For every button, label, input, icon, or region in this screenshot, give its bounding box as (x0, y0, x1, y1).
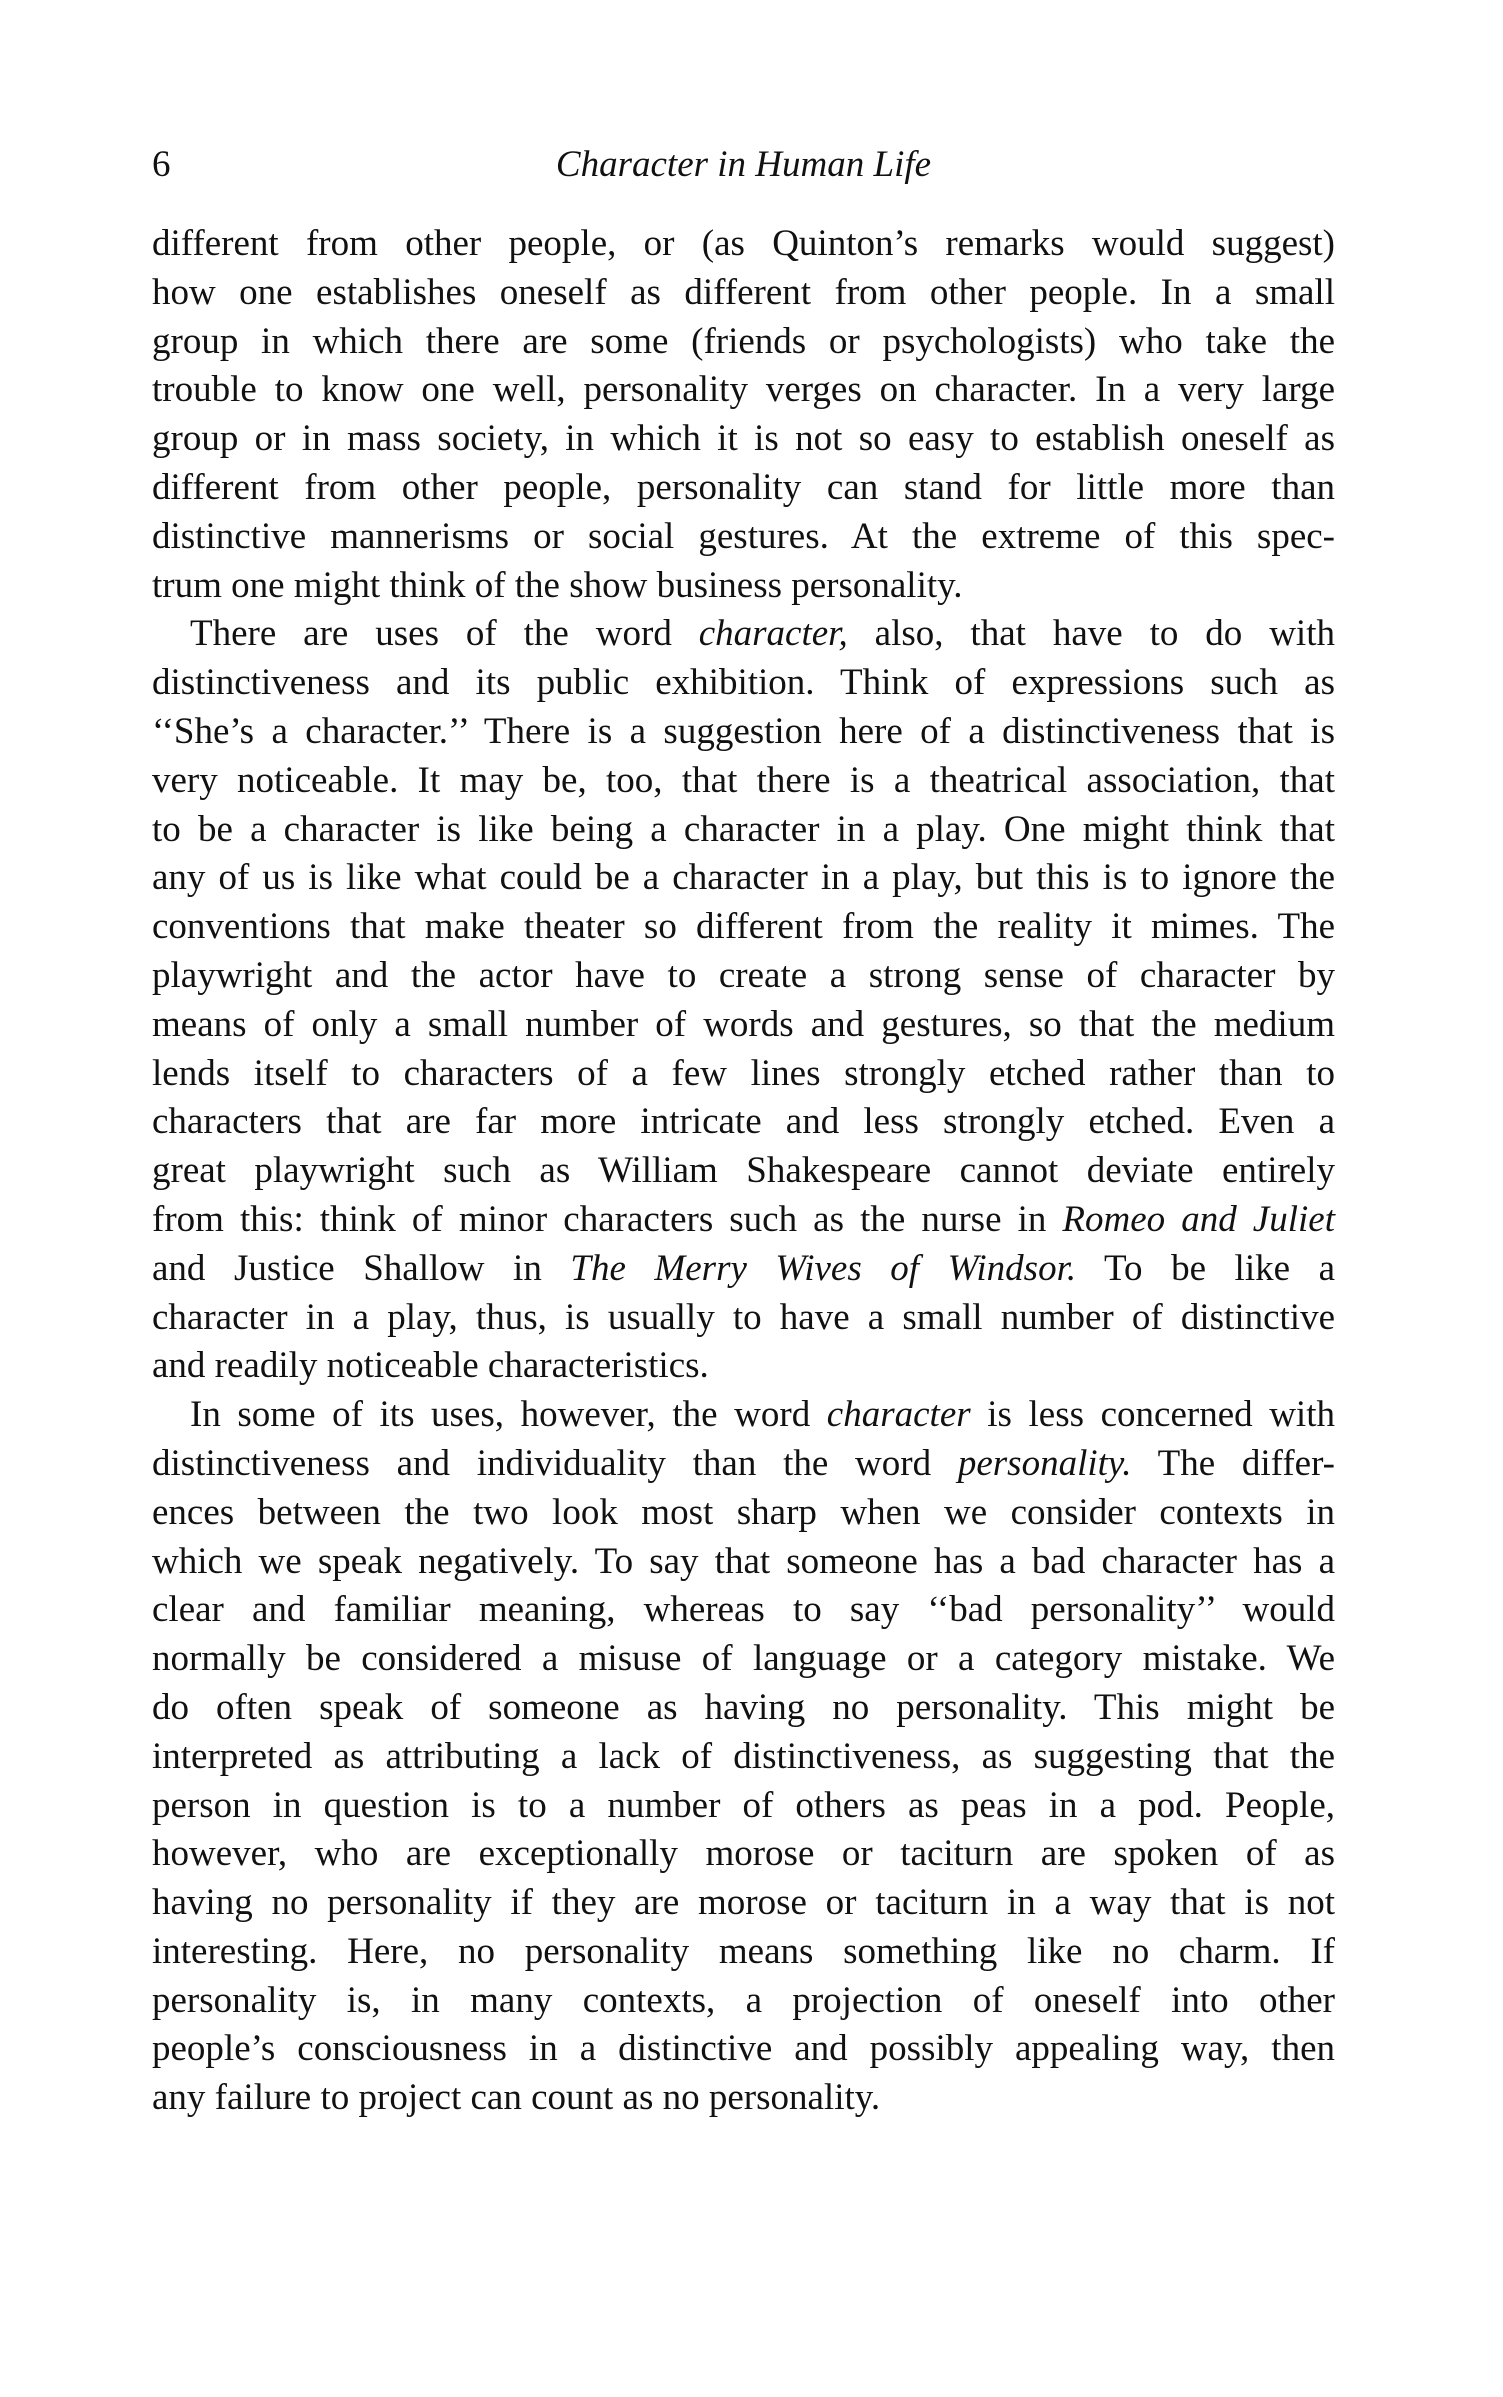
running-head (152, 140, 1335, 190)
text-line: any failure to project can count as no personality. (152, 2077, 881, 2119)
text-run: The differ- (1131, 1442, 1335, 1484)
text-line: conventions that make theater so different from the reality it mimes. The (152, 906, 1335, 948)
text-line (152, 610, 1335, 659)
text-line: clear and familiar meaning, whereas to say ‘‘bad personality’’ would (152, 1589, 1335, 1631)
text-line: different from other people, or (as Quinton’s remarks would suggest) (152, 223, 1335, 264)
text-run: To be like a (1076, 1247, 1335, 1289)
text-line: having no personality if they are morose or taciturn in a way that is not (152, 1882, 1335, 1924)
italic-title: Romeo and Juliet (1062, 1198, 1335, 1240)
italic-term: character (826, 1394, 971, 1436)
text-line: distinctive mannerisms or social gestures. At the extreme of this spec- (152, 515, 1335, 557)
text-line: which we speak negatively. To say that someone has a bad character has a (152, 1540, 1335, 1582)
text-line: ences between the two look most sharp when we consider contexts in (152, 1491, 1335, 1533)
text-line: group or in mass society, in which it is not so easy to establish oneself as (152, 418, 1335, 460)
text-run: from this: think of minor characters such as the nurse in (152, 1198, 1063, 1240)
text-line (152, 1196, 1335, 1245)
page-number: 6 (152, 144, 171, 185)
text-run: also, that have to do with (847, 613, 1335, 655)
text-run: and Justice Shallow in (152, 1247, 571, 1289)
text-line: character in a play, thus, is usually to have a small number of distinctive (152, 1296, 1335, 1338)
italic-title: The Merry Wives of Windsor. (570, 1247, 1077, 1289)
text-line: interpreted as attributing a lack of distinctiveness, as suggesting that the (152, 1735, 1335, 1777)
text-line: however, who are exceptionally morose or taciturn are spoken of as (152, 1833, 1335, 1875)
text-line: personality is, in many contexts, a projection of oneself into other (152, 1979, 1335, 2021)
text-line: playwright and the actor have to create a strong sense of character by (152, 954, 1335, 996)
text-line: lends itself to characters of a few lines strongly etched rather than to (152, 1052, 1335, 1094)
text-line: and readily noticeable characteristics. (152, 1345, 709, 1387)
text-line: any of us is like what could be a character in a play, but this is to ignore the (152, 857, 1335, 899)
text-run: is less concerned with (970, 1394, 1335, 1436)
text-line: people’s consciousness in a distinctive and possibly appealing way, then (152, 2028, 1335, 2070)
text-line: trum one might think of the show business personality. (152, 564, 963, 606)
text-line: very noticeable. It may be, too, that there is a theatrical association, that (152, 759, 1335, 801)
text-line: ‘‘She’s a character.’’ There is a suggestion here of a distinctiveness that is (152, 710, 1335, 752)
text-line (152, 1391, 1335, 1440)
body-text (152, 220, 1335, 2123)
text-line: normally be considered a misuse of language or a category mistake. We (152, 1638, 1335, 1680)
text-run: In some of its uses, however, the word (190, 1394, 827, 1436)
text-line: interesting. Here, no personality means something like no charm. If (152, 1930, 1335, 1972)
text-run: distinctiveness and individuality than the word (152, 1442, 958, 1484)
text-line: great playwright such as William Shakespeare cannot deviate entirely (152, 1150, 1335, 1192)
text-line: characters that are far more intricate and less strongly etched. Even a (152, 1101, 1335, 1143)
text-line: trouble to know one well, personality verges on character. In a very large (152, 369, 1335, 411)
text-line: do often speak of someone as having no personality. This might be (152, 1686, 1335, 1728)
italic-term: character, (698, 613, 848, 655)
text-line: different from other people, personality can stand for little more than (152, 466, 1335, 508)
text-line (152, 1440, 1335, 1489)
text-line: to be a character is like being a character in a play. One might think that (152, 808, 1335, 850)
running-title: Character in Human Life (555, 144, 932, 185)
text-run: There are uses of the word (190, 613, 699, 655)
text-line: distinctiveness and its public exhibition. Think of expressions such as (152, 662, 1335, 704)
text-line (152, 1245, 1335, 1294)
text-line: group in which there are some (friends or psychologists) who take the (152, 320, 1335, 362)
italic-term: personality. (957, 1442, 1132, 1484)
text-line: how one establishes oneself as different from other people. In a small (152, 271, 1335, 313)
text-line: means of only a small number of words and gestures, so that the medium (152, 1003, 1335, 1045)
text-line: person in question is to a number of others as peas in a pod. People, (152, 1784, 1335, 1826)
